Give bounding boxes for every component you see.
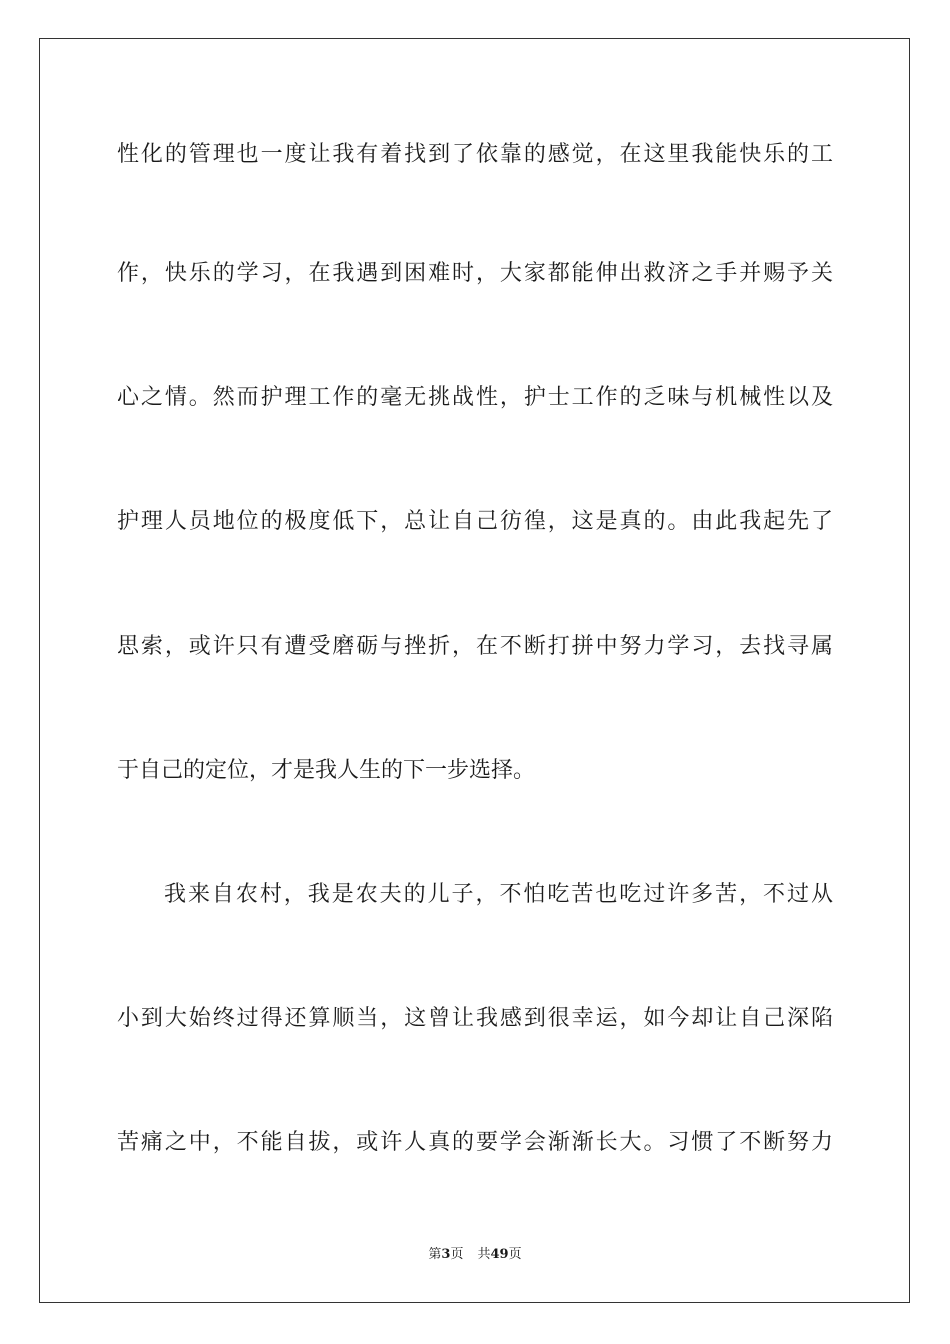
text-line: 于自己的定位，才是我人生的下一步选择。 — [117, 758, 536, 783]
page-number: 第3页 — [428, 1247, 464, 1262]
text-line: 心之情。然而护理工作的毫无挑战性，护士工作的乏味与机械性以及 — [117, 385, 833, 410]
text-line: 思索，或许只有遭受磨砺与挫折，在不断打拼中努力学习，去找寻属 — [117, 634, 833, 659]
text-line: 作，快乐的学习，在我遇到困难时，大家都能伸出救济之手并赐予关 — [117, 261, 833, 286]
text-line: 性化的管理也一度让我有着找到了依靠的感觉，在这里我能快乐的工 — [117, 142, 833, 167]
page-footer — [0, 1246, 950, 1264]
text-line: 小到大始终过得还算顺当，这曾让我感到很幸运，如今却让自己深陷 — [117, 1006, 833, 1031]
paragraph-first-line: 我来自农村，我是农夫的儿子，不怕吃苦也吃过许多苦，不过从 — [164, 882, 833, 907]
page-total: 共49页 — [477, 1247, 522, 1262]
text-line: 护理人员地位的极度低下，总让自己彷徨，这是真的。由此我起先了 — [117, 509, 833, 534]
text-line: 苦痛之中，不能自拔，或许人真的要学会渐渐长大。习惯了不断努力 — [117, 1130, 833, 1155]
page-border — [39, 38, 910, 1303]
